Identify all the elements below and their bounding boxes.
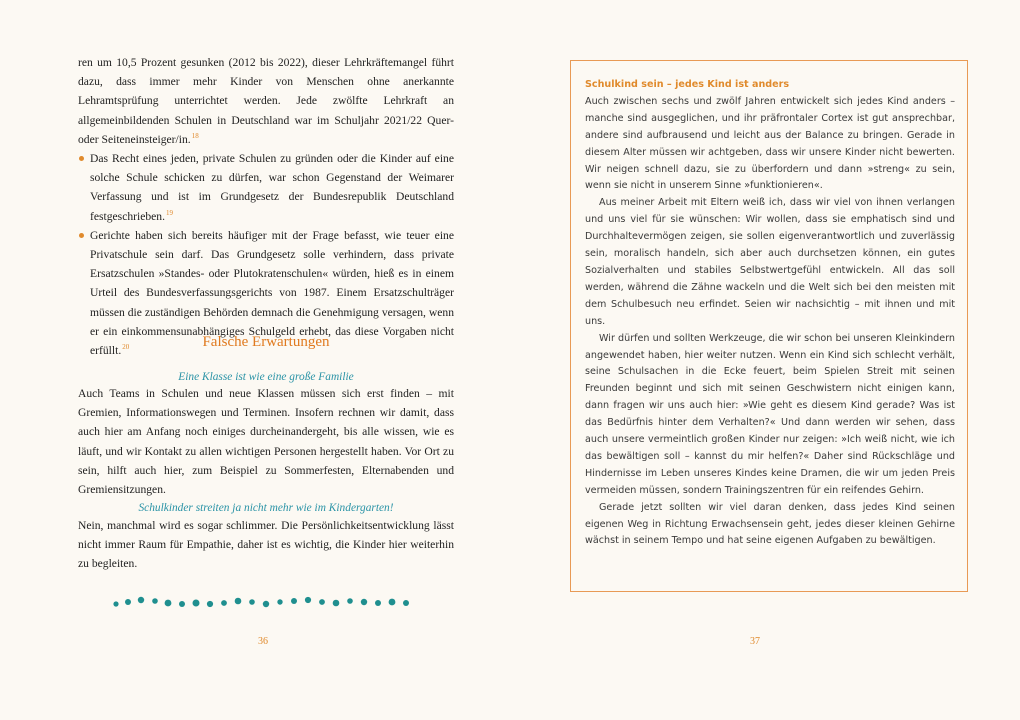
left-body-text: [78, 53, 454, 360]
bullet-item: Gerichte haben sich bereits häufiger mit der Frage befasst, wie teuer eine Privatschule sein darf. Das Grundgesetz solle verhindern, dass private Ersatzschulen »Standes- oder Plutokratenschulen« würden, hieß es in einem Urteil des Bundesverfassungsgerichts von 1987. Einem Ersatzschulträger müssen die zuständigen Behörden demnach die Genehmigung versagen, wenn er ein einkommensunabhängiges Schulgeld erhebt, das diese Vorgaben nicht erfüllt.$^{20}$: [78, 226, 454, 360]
subsection-paragraph: Auch Teams in Schulen und neue Klassen müssen sich erst finden – mit Gremien, Informationswegen und Terminen. Insofern rechnen wir damit, dass auch hier am Anfang noch einiges durcheinandergeht, bis alle wissen, wie es läuft, und wir Kontakt zu allen wichtigen Personen hergestellt haben. Vor Ort zu sein, hilft auch hier, zum Beispiel zu Sommerfesten, Elternabenden und Gremiensitzungen.: [78, 387, 454, 497]
bullet-item: Das Recht eines jeden, private Schulen zu gründen oder die Kinder auf eine solche Schule schicken zu dürfen, war schon Gegenstand der Weimarer Verfassung und ist im Grundgesetz der Bundesrepublik Deutschland festgeschrieben.$^{19}$: [78, 149, 454, 226]
info-box-title: Schulkind sein – jedes Kind ist anders: [585, 79, 790, 90]
decorative-dots-ornament: [112, 592, 422, 614]
info-box-paragraph: Wir dürfen und sollten Werkzeuge, die wir schon bei unseren Kleinkindern angewendet haben, hier weiter nutzen. Wenn ein Kind sich schlecht verhält, seine Schulsachen in die Ecke feuert, beim Spielen Streit mit seinen Freunden beginnt und sich mit seinen Geschwistern nicht einigen kann, dann fragen wir uns auch hier: »Wie geht es diesem Kind gerade? Was ist das Bedürfnis hinter dem Verhalten?« Und dann werden wir sehen, dass auch unsere vermeintlich großen Kinder nur zeigen: »Ich weiß nicht, wie ich das bewältigen soll – kannst du mir helfen?« Daher sind Rückschläge und Hindernisse im Leben unseres Kindes keine Dramen, die wir um jeden Preis vermeiden müssen, sondern Trainingszentren für ein reifendes Gehirn.: [585, 332, 955, 496]
footnote-marker[interactable]: 18: [191, 131, 199, 140]
section-heading: Falsche Erwartungen: [202, 334, 330, 350]
intro-paragraph: ren um 10,5 Prozent gesunken (2012 bis 2022), dieser Lehrkräftemangel führt dazu, dass immer mehr Kinder von Menschen ohne anerkannte Lehramtsprüfung unterrichtet werden. Jede zwölfte Lehrkraft an allgemeinbildenden Schulen in Deutschland war im Schuljahr 2021/22 Quer- oder Seiteneinsteiger/in.$^{18}$: [78, 56, 454, 146]
footnote-marker[interactable]: 20: [122, 343, 130, 352]
footnote-marker[interactable]: 19: [166, 208, 174, 217]
subsection-heading: Schulkinder streiten ja nicht mehr wie im Kindergarten!: [138, 502, 394, 514]
info-box: [570, 60, 968, 592]
info-box-paragraph: Aus meiner Arbeit mit Eltern weiß ich, dass wir viel von ihnen verlangen und uns viel für sie wünschen: Wir wollen, dass sie emphatisch sind und Durchhaltevermögen zeigen, sie sollen eigenverantwortlich und zuverlässig sein, moralisch handeln, sich aber auch durchsetzen können, ein gutes Sozialverhalten und stabiles Selbstwertgefühl entwickeln. All das soll werden, während die Zähne wackeln und die Welt sich bei den meisten mit dem Schulbesuch neu erfindet. Seien wir nachsichtig – mit ihnen und mit uns.: [585, 197, 955, 327]
subsection-paragraph: Nein, manchmal wird es sogar schlimmer. Die Persönlichkeitsentwicklung lässt nicht immer Raum für Empathie, daher ist es wichtig, die Kinder hier weiterhin zu begleiten.: [78, 519, 454, 571]
bullet-list: [78, 149, 454, 360]
info-box-paragraph: Auch zwischen sechs und zwölf Jahren entwickelt sich jedes Kind anders – manche sind ausgeglichen, und ihr präfrontaler Cortex ist gut ansprechbar, andere sind aufbrausend und leicht aus der Balance zu bringen. Gerade in diesem Alter müssen wir achtgeben, dass wir unsere Kinder nicht bewerten. Wir neigen schnell dazu, sie zu überfordern und dann »streng« zu sein, wenn sie nicht in unserem Sinne »funktionieren«.: [585, 95, 955, 192]
info-box-paragraph: Gerade jetzt sollten wir viel daran denken, dass jedes Kind seinen eigenen Weg in Richtung Erwachsensein geht, jedes dieser kleinen Gehirne wächst in seinem Tempo und hat seine eigenen Aufgaben zu bewältigen.: [585, 501, 955, 547]
page-number: 36: [258, 636, 268, 647]
right-page: [510, 0, 1020, 720]
subsection-heading: Eine Klasse ist wie eine große Familie: [178, 371, 354, 383]
page-number: 37: [750, 636, 760, 647]
